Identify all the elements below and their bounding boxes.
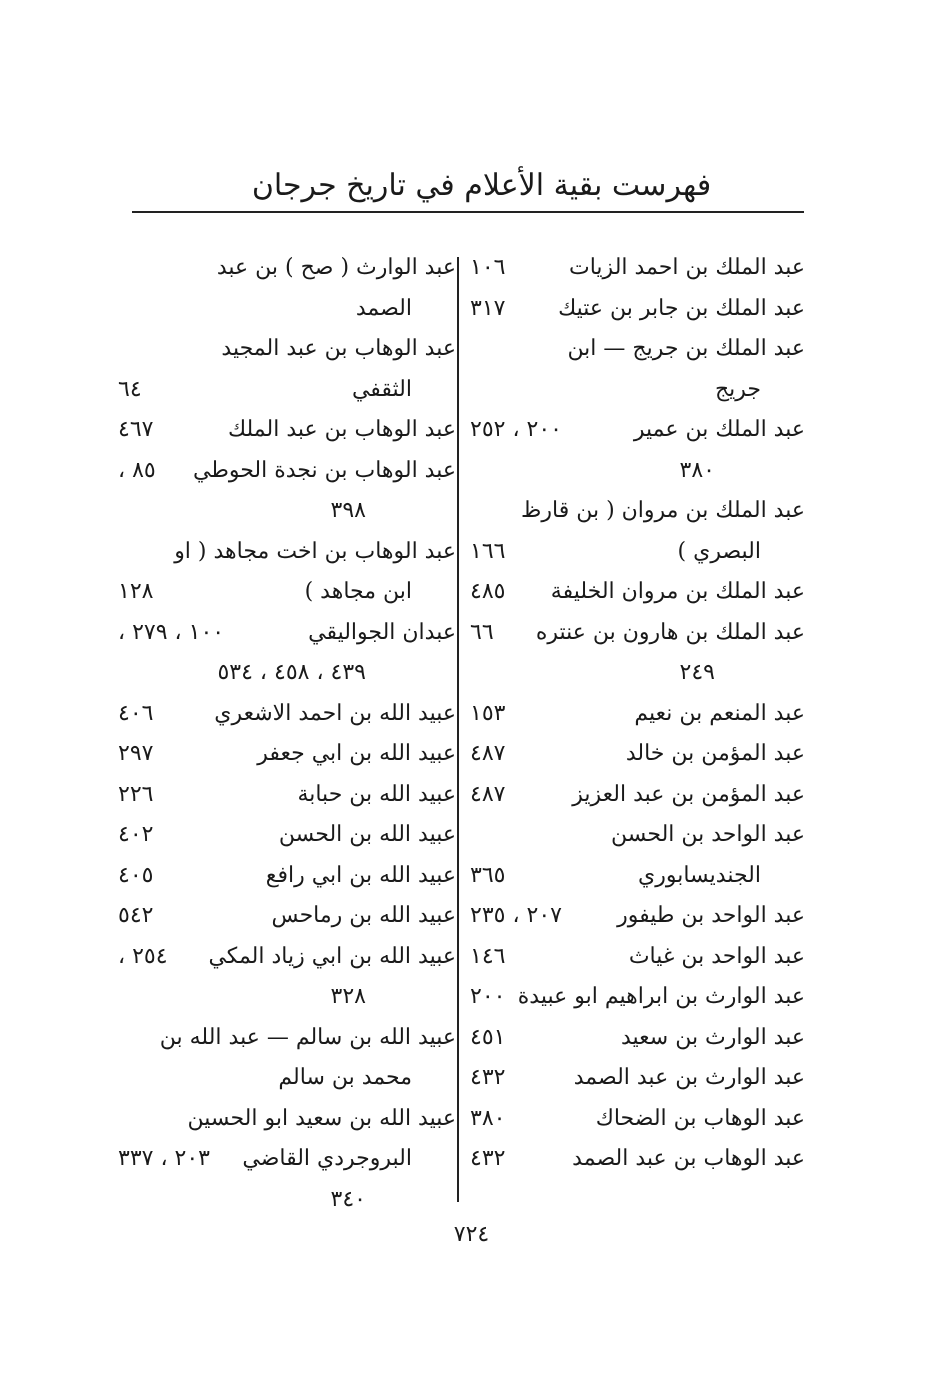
entry-name: عبد المنعم بن نعيم bbox=[634, 700, 805, 726]
entry-name: عبد الوارث بن سعيد bbox=[620, 1024, 805, 1050]
right-index-column bbox=[470, 248, 805, 1180]
entry-page-refs: ٤٨٥ bbox=[470, 579, 506, 604]
entry-page-refs: ٢٢٦ bbox=[118, 781, 154, 807]
index-entry bbox=[470, 1099, 805, 1140]
index-entry bbox=[470, 289, 805, 330]
entry-name: عبد الوهاب بن عبد الصمد bbox=[572, 1146, 805, 1171]
entry-page-refs: ٥٤٢ bbox=[118, 903, 154, 928]
entry-name: عبد الملك بن هارون بن عنتره bbox=[535, 619, 805, 645]
index-entry bbox=[470, 248, 805, 289]
entry-name: عبد المؤمن بن خالد bbox=[625, 741, 805, 766]
index-entry bbox=[470, 653, 805, 694]
index-entry bbox=[470, 410, 805, 451]
page-header: فهرست بقية الأعلام في تاريخ جرجان bbox=[251, 168, 712, 203]
entry-name: الصمد bbox=[355, 295, 412, 321]
index-entry bbox=[118, 572, 456, 613]
left-index-column bbox=[118, 248, 456, 1220]
entry-page-refs: ٣٤٠ bbox=[330, 1186, 366, 1212]
index-entry bbox=[118, 977, 456, 1018]
index-entry bbox=[470, 613, 805, 654]
index-entry bbox=[470, 532, 805, 573]
index-entry bbox=[118, 694, 456, 735]
entry-page-refs: ٣٨٠ bbox=[679, 457, 715, 483]
index-entry bbox=[118, 896, 456, 937]
entry-name: عبد الوهاب بن عبد المجيد bbox=[221, 336, 456, 361]
entry-page-refs: ١٢٨ bbox=[118, 579, 154, 604]
index-entry bbox=[118, 1058, 456, 1099]
entry-page-refs: ٤٨٧ bbox=[470, 741, 506, 766]
index-entry bbox=[118, 1099, 456, 1140]
entry-name: ابن مجاهد ) bbox=[304, 579, 412, 604]
index-entry bbox=[470, 329, 805, 370]
entry-name: عبد الواحد بن غياث bbox=[628, 943, 805, 969]
index-entry bbox=[470, 1018, 805, 1059]
entry-page-refs: ٣٦٥ bbox=[470, 862, 506, 888]
entry-page-refs: ١٠٠ ، ٢٧٩ ، bbox=[118, 619, 225, 645]
index-entry bbox=[118, 937, 456, 978]
entry-page-refs: ٤٣٢ bbox=[470, 1065, 506, 1090]
entry-page-refs: ٢٤٩ bbox=[679, 660, 715, 685]
entry-page-refs: ٤٥١ bbox=[470, 1024, 506, 1050]
entry-name: عبد الوهاب بن اخت مجاهد ( او bbox=[174, 538, 456, 564]
index-entry bbox=[470, 856, 805, 897]
entry-name: عبد الملك بن عمير bbox=[633, 417, 805, 442]
entry-name: عبيد الله بن سعيد ابو الحسين bbox=[187, 1105, 456, 1131]
index-entry bbox=[470, 1058, 805, 1099]
entry-page-refs: ١٥٣ bbox=[470, 700, 506, 726]
entry-name: عبد الوهاب بن نجدة الحوطي bbox=[193, 457, 456, 483]
index-entry bbox=[470, 572, 805, 613]
entry-page-refs: ٦٦ bbox=[470, 619, 494, 645]
entry-name: عبيد الله بن رماحس bbox=[271, 903, 456, 928]
entry-page-refs: ٨٥ ، bbox=[118, 457, 156, 483]
entry-page-refs: ٣٢٨ bbox=[330, 984, 366, 1009]
index-entry bbox=[470, 694, 805, 735]
entry-name: عبد الملك بن احمد الزيات bbox=[569, 255, 805, 280]
entry-page-refs: ١٤٦ bbox=[470, 943, 506, 969]
entry-name: عبيد الله بن الحسن bbox=[278, 822, 456, 847]
entry-name: البروجردي القاضي bbox=[242, 1146, 412, 1171]
entry-page-refs: ٤٣٩ ، ٤٥٨ ، ٥٣٤ bbox=[217, 660, 366, 685]
header-rule bbox=[132, 211, 804, 213]
index-entry bbox=[118, 1180, 456, 1221]
entry-name: عبيد الله بن احمد الاشعري bbox=[214, 700, 456, 726]
entry-page-refs: ٢٥٤ ، bbox=[118, 943, 168, 969]
index-entry bbox=[118, 856, 456, 897]
entry-page-refs: ٢٠٧ ، ٢٣٥ bbox=[470, 903, 562, 928]
entry-page-refs: ٢٠٠ bbox=[470, 984, 506, 1009]
index-entry bbox=[470, 734, 805, 775]
entry-name: محمد بن سالم bbox=[278, 1065, 412, 1090]
index-entry bbox=[470, 977, 805, 1018]
entry-name: عبد الوهاب بن الضحاك bbox=[595, 1105, 805, 1131]
entry-page-refs: ٣٨٠ bbox=[470, 1105, 506, 1131]
index-entry bbox=[118, 1018, 456, 1059]
entry-name: عبد الملك بن جريج — ابن bbox=[567, 336, 805, 361]
entry-name: عبد الملك بن جابر بن عتيك bbox=[558, 295, 805, 321]
entry-name: عبيد الله بن ابي رافع bbox=[265, 862, 456, 888]
index-entry bbox=[118, 370, 456, 411]
index-entry bbox=[470, 815, 805, 856]
index-entry bbox=[470, 1139, 805, 1180]
index-entry bbox=[470, 937, 805, 978]
entry-page-refs: ٢٩٧ bbox=[118, 741, 154, 766]
entry-name: عبيد الله بن سالم — عبد الله بن bbox=[159, 1024, 456, 1050]
entry-name: عبد الوارث بن عبد الصمد bbox=[573, 1065, 805, 1090]
entry-name: عبيد الله بن ابي جعفر bbox=[257, 741, 456, 766]
entry-page-refs: ١٠٦ bbox=[470, 255, 506, 280]
index-entry bbox=[118, 451, 456, 492]
entry-page-refs: ٤٠٦ bbox=[118, 700, 154, 726]
entry-name: عبيد الله بن حبابة bbox=[297, 781, 456, 807]
entry-name: الثقفي bbox=[351, 376, 412, 402]
entry-name: عبد الملك بن مروان ( بن قارظ bbox=[521, 498, 805, 523]
entry-name: عبد الوارث ( صح ) بن عبد bbox=[216, 255, 456, 280]
entry-name: الجنديسابوري bbox=[638, 862, 761, 888]
index-entry bbox=[118, 653, 456, 694]
entry-page-refs: ٤٦٧ bbox=[118, 417, 154, 442]
entry-name: جريج bbox=[714, 376, 761, 402]
entry-page-refs: ٤٨٧ bbox=[470, 781, 506, 807]
entry-page-refs: ٢٠٠ ، ٢٥٢ bbox=[470, 417, 562, 442]
index-entry bbox=[118, 329, 456, 370]
entry-name: عبدان الجواليقي bbox=[308, 619, 456, 645]
entry-page-refs: ٦٤ bbox=[118, 376, 142, 402]
index-entry bbox=[118, 491, 456, 532]
entry-name: عبد الواحد بن طيفور bbox=[617, 903, 805, 928]
index-entry bbox=[118, 289, 456, 330]
index-entry bbox=[118, 248, 456, 289]
index-entry bbox=[470, 491, 805, 532]
index-entry bbox=[118, 410, 456, 451]
index-entry bbox=[118, 1139, 456, 1180]
entry-page-refs: ٢٠٣ ، ٣٣٧ bbox=[118, 1146, 210, 1171]
entry-page-refs: ٤٠٥ bbox=[118, 862, 154, 888]
entry-name: عبيد الله بن ابي زياد المكي bbox=[208, 943, 456, 969]
index-entry bbox=[118, 815, 456, 856]
index-entry bbox=[470, 775, 805, 816]
entry-page-refs: ٤٣٢ bbox=[470, 1146, 506, 1171]
index-entry bbox=[118, 775, 456, 816]
entry-name: عبد المؤمن بن عبد العزيز bbox=[572, 781, 805, 807]
entry-name: البصري ) bbox=[677, 538, 761, 564]
entry-page-refs: ٣١٧ bbox=[470, 295, 506, 321]
column-divider bbox=[457, 257, 459, 1202]
entry-page-refs: ٣٩٨ bbox=[330, 498, 366, 523]
index-entry bbox=[118, 532, 456, 573]
entry-name: عبد الواحد بن الحسن bbox=[611, 822, 805, 847]
index-entry bbox=[470, 451, 805, 492]
entry-page-refs: ١٦٦ bbox=[470, 538, 506, 564]
entry-page-refs: ٤٠٢ bbox=[118, 822, 154, 847]
entry-name: عبد الملك بن مروان الخليفة bbox=[550, 579, 805, 604]
page-number: ٧٢٤ bbox=[453, 1222, 490, 1247]
entry-name: عبد الوهاب بن عبد الملك bbox=[227, 417, 456, 442]
index-entry bbox=[118, 734, 456, 775]
index-entry bbox=[470, 370, 805, 411]
index-entry bbox=[470, 896, 805, 937]
entry-name: عبد الوارث بن ابراهيم ابو عبيدة bbox=[517, 984, 805, 1009]
index-entry bbox=[118, 613, 456, 654]
